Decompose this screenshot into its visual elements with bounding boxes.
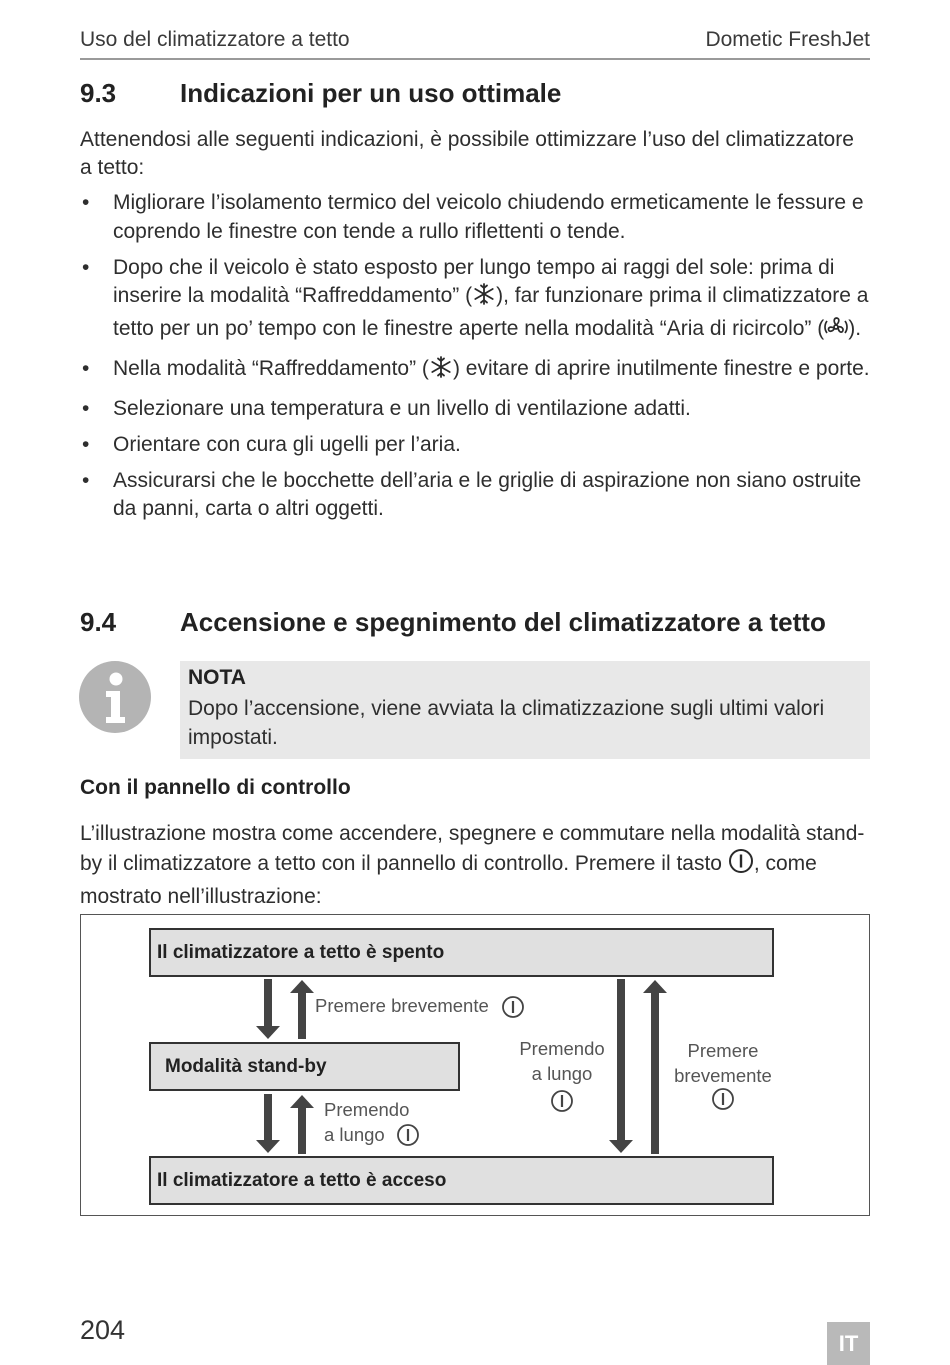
tip-text-2a: Dopo che il veicolo è stato esposto per lungo tempo ai raggi del sole: prima di inserire la modalità “Raffreddamento” ( — [113, 255, 835, 307]
section-93-title: Indicazioni per un uso ottimale — [180, 78, 562, 108]
note-text: Dopo l’accensione, viene avviata la climatizzazione sugli ultimi valori impostati. — [188, 697, 825, 749]
tip-text-5: Orientare con cura gli ugelli per l’aria. — [113, 432, 461, 456]
bullet-dot: • — [82, 432, 90, 456]
state-standby-label: Modalità stand-by — [165, 1055, 327, 1077]
section-93-number: 9.3 — [80, 78, 117, 108]
list-item — [80, 467, 870, 524]
section-93-intro — [80, 126, 870, 182]
state-off-label: Il climatizzatore a tetto è spento — [157, 941, 445, 963]
control-panel-paragraph — [80, 819, 870, 911]
power-icon — [503, 997, 523, 1017]
power-icon — [713, 1089, 733, 1109]
snowflake-icon — [429, 355, 453, 388]
language-badge: IT — [827, 1322, 870, 1365]
power-button-icon — [728, 848, 754, 882]
label-press-long-standby-line2: a lungo — [324, 1124, 385, 1145]
arrow-up-on-to-standby — [290, 1095, 314, 1154]
header-chapter-title: Uso del climatizzatore a tetto — [80, 28, 350, 51]
page-number: 204 — [80, 1315, 126, 1345]
header-product-name: Dometic FreshJet — [705, 28, 870, 51]
para-line-3: mostrato nell’illustrazione: — [80, 885, 322, 908]
control-panel-subheading: Con il pannello di controllo — [80, 776, 351, 799]
list-item — [80, 355, 870, 388]
tip-text-3b: ) evitare di aprire inutilmente finestre e porte. — [452, 356, 870, 380]
tip-text-3a: Nella modalità “Raffreddamento” ( — [113, 356, 429, 380]
label-press-long-standby-line1: Premendo — [324, 1099, 410, 1120]
intro-line-2: a tetto: — [80, 156, 145, 179]
bullet-dot: • — [82, 191, 90, 214]
tip-text-4: Selezionare una temperatura e un livello di ventilazione adatti. — [113, 396, 691, 420]
bullet-dot: • — [82, 356, 90, 380]
section-94-title: Accensione e spegnimento del climatizzatore a tetto — [180, 607, 826, 637]
info-icon — [79, 661, 151, 733]
power-icon — [552, 1091, 572, 1111]
tip-text-2b: ), far funzionare prima il climatizzatore a tetto per un po’ tempo con le finestre aperte nella modalità “Aria di ricircolo” ( — [113, 284, 869, 340]
para-line-2a: by il climatizzatore a tetto con il pannello di controllo. Premere il tasto — [80, 852, 728, 875]
note-title: NOTA — [188, 666, 246, 689]
list-item — [80, 254, 870, 348]
note-box — [180, 661, 870, 759]
bullet-dot: • — [82, 396, 90, 420]
label-press-long-off-line1: Premendo — [519, 1038, 605, 1059]
bullet-dot: • — [82, 468, 90, 492]
bullet-dot: • — [82, 255, 90, 279]
intro-line-1: Attenendosi alle seguenti indicazioni, è possibile ottimizzare l’uso del climatizzatore — [80, 128, 854, 151]
para-line-2 — [80, 848, 870, 882]
arrow-up-standby-to-off — [290, 980, 314, 1039]
power-state-diagram — [80, 914, 870, 1216]
section-94-number: 9.4 — [80, 607, 117, 637]
para-line-1: L’illustrazione mostra come accendere, spegnere e commutare nella modalità stand- — [80, 822, 865, 845]
recirculation-fan-icon — [824, 315, 848, 348]
list-item — [80, 395, 870, 424]
label-press-short-on-line2: brevemente — [674, 1065, 772, 1086]
arrow-down-standby-to-on — [256, 1094, 280, 1153]
snowflake-icon — [472, 282, 496, 315]
power-icon — [398, 1125, 418, 1145]
tip-text-1: Migliorare l’isolamento termico del veicolo chiudendo ermeticamente le fessure e coprendo le finestre con tende a rullo riflettenti o tende. — [113, 191, 864, 243]
label-press-long-off-line2: a lungo — [531, 1063, 593, 1084]
label-press-short-standby: Premere brevemente — [315, 995, 489, 1016]
tips-list — [80, 189, 870, 531]
header-divider — [80, 58, 870, 60]
arrow-down-off-to-standby — [256, 979, 280, 1039]
para-line-2b: , come — [753, 852, 817, 875]
label-press-short-on-line1: Premere — [687, 1040, 759, 1061]
tip-text-6: Assicurarsi che le bocchette dell’aria e le griglie di aspirazione non siano ostruite da panni, carta o altri oggetti. — [113, 468, 862, 520]
list-item — [80, 431, 870, 460]
tip-text-2c: ). — [848, 316, 862, 340]
list-item — [80, 189, 870, 246]
state-on-label: Il climatizzatore a tetto è acceso — [157, 1169, 447, 1191]
